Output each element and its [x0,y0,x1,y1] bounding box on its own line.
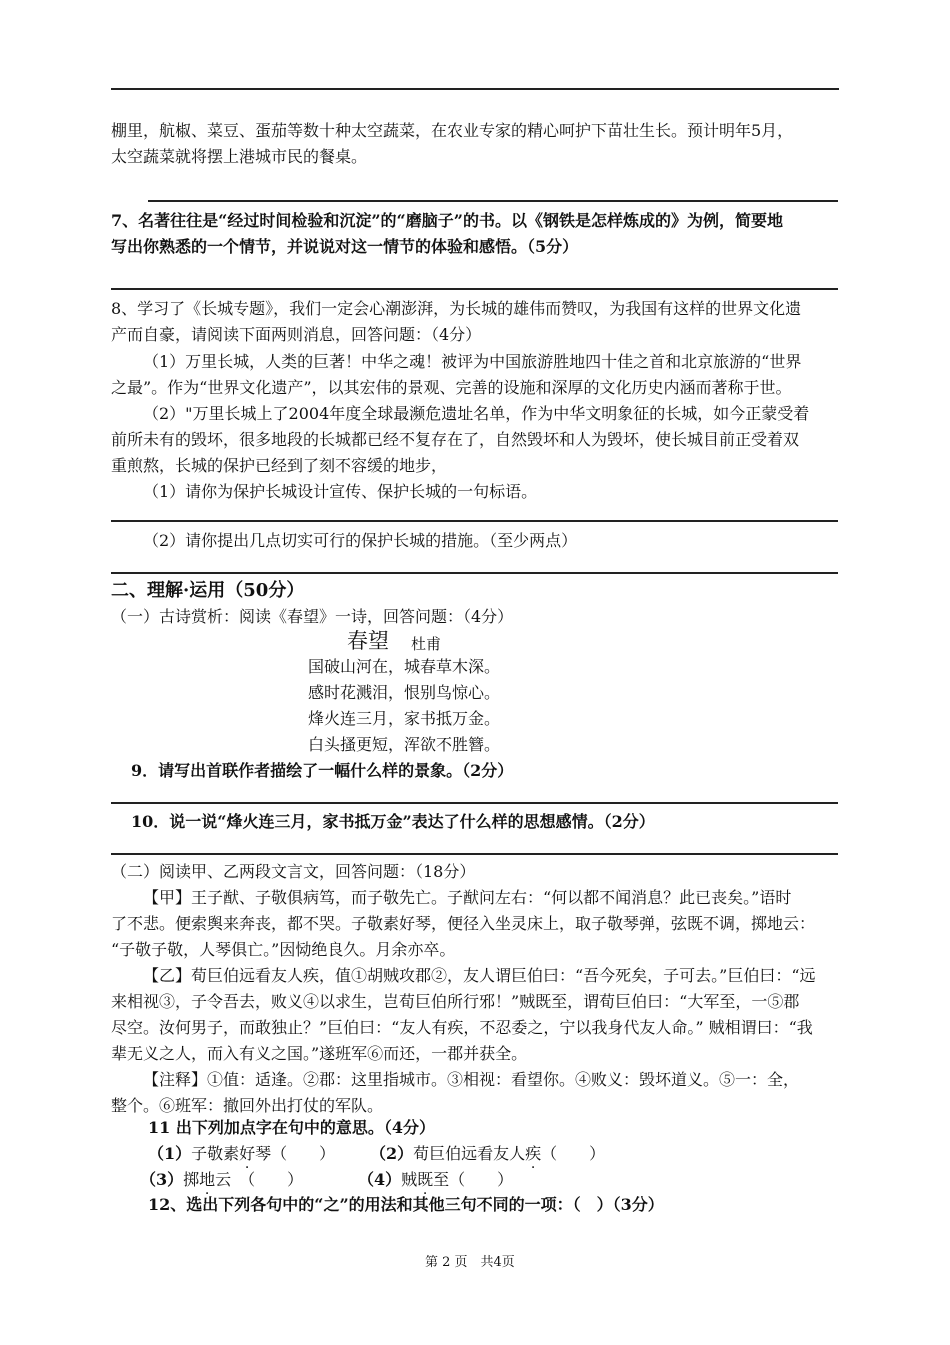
poem-line-2: 感时花溅泪，恨别鸟惊心。 [308,683,501,702]
question-8-sub-2: （2）请你提出几点切实可行的保护长城的措施。（至少两点） [143,531,578,550]
item-4-dotted-char: 既 [417,1170,434,1189]
question-12: 12、选出下列各句中的“之”的用法和其他三句不同的一项：（ ）（3分） [148,1195,664,1214]
text-yi-line-2: 来相视③，子令吾去，败义④以求生，岂荀巨伯所行邪！”贼既至，谓荀巨伯曰：“大军至，一⑤郡 [111,992,800,1011]
item-2-dotted-char: 疾 [525,1144,542,1163]
item-3-text: 掷 [183,1170,200,1189]
item-2-blank[interactable]: （ ） [541,1144,606,1163]
classical-intro: （二）阅读甲、乙两段文言文，回答问题：（18分） [111,862,476,881]
question-8-line-1: 8、学习了《长城专题》，我们一定会心潮澎湃，为长城的雄伟而赞叹，为我国有这样的世界文化遗 [111,299,802,318]
answer-line-q7[interactable] [111,288,838,290]
page-footer: 第 2 页 共4页 [425,1255,515,1270]
news-1-line-1: （1）万里长城，人类的巨著！中华之魂！被评为中国旅游胜地四十佳之首和北京旅游的“世界 [143,352,802,371]
top-rule [111,88,839,90]
answer-line-q9[interactable] [111,802,838,804]
question-7-line-2: 写出你熟悉的一个情节，并说说对这一情节的体验和感悟。（5分） [111,237,579,256]
text-yi-line-3: 尽空。汝何男子，而敢独止？”巨伯曰：“友人有疾，不忍委之，宁以我身代友人命。” 贼相谓曰：“我 [111,1018,813,1037]
news-1-line-2: 之最”。作为“世界文化遗产”，以其宏伟的景观、完善的设施和深厚的文化历史内涵而著称于世。 [111,378,792,397]
news-2-line-1: （2）"万里长城上了2004年度全球最濒危遗址名单，作为中华文明象征的长城，如今正蒙受着 [143,404,810,423]
answer-line-q8-1[interactable] [111,520,838,522]
notes-line-1: 【注释】①值：适逢。②郡：这里指城市。③相视：看望你。④败义：毁坏道义。⑤一：全， [143,1070,800,1089]
item-4-blank[interactable]: 至（ ） [433,1170,514,1189]
news-2-line-3: 重煎熬，长城的保护已经到了刻不容缓的地步， [111,456,448,475]
question-9: 9．请写出首联作者描绘了一幅什么样的景象。（2分） [131,761,514,780]
section-2-heading: 二、理解·运用（50分） [111,580,305,601]
question-11-item-3 [140,1167,303,1193]
text-jia-line-1: 【甲】王子猷、子敬俱病笃，而子敬先亡。子猷问左右：“何以都不闻消息？此已丧矣。”语时 [143,888,792,907]
answer-line-q10[interactable] [111,853,838,855]
intro-line-2: 太空蔬菜就将摆上港城市民的餐桌。 [111,147,368,166]
item-3-label: （3） [140,1170,184,1189]
question-8-line-2: 产而自豪，请阅读下面两则消息，回答问题：（4分） [111,325,482,344]
question-11-item-4 [358,1167,513,1193]
item-1-blank[interactable]: 琴（ ） [255,1144,336,1163]
item-2-label: （2） [370,1144,414,1163]
poem-intro: （一）古诗赏析：阅读《春望》一诗，回答问题：（4分） [111,607,514,626]
question-10: 10．说一说“烽火连三月，家书抵万金”表达了什么样的思想感情。（2分） [131,812,655,831]
item-4-text: 贼 [401,1170,418,1189]
answer-line-intro[interactable] [148,200,838,202]
poem-author: 杜甫 [411,635,442,653]
text-yi-line-4: 辈无义之人，而入有义之国。”遂班军⑥而还，一郡并获全。 [111,1044,528,1063]
question-7-line-1: 7、名著往往是“经过时间检验和沉淀”的“磨脑子”的书。以《钢铁是怎样炼成的》为例，简要地 [111,211,783,230]
text-jia-line-3: “子敬子敬，人琴俱亡。”因恸绝良久。月余亦卒。 [111,940,456,959]
intro-line-1: 棚里，航椒、菜豆、蛋茄等数十种太空蔬菜，在农业专家的精心呵护下苗壮生长。预计明年5月， [111,121,794,140]
question-11: 11 出下列加点字在句中的意思。（4分） [148,1118,435,1137]
item-1-dotted-char: 好 [239,1144,256,1163]
text-jia-line-2: 了不悲。便索舆来奔丧，都不哭。子敬素好琴，便径入坐灵床上，取子敬琴弹，弦既不调，掷地云： [111,914,816,933]
item-2-text: 荀巨伯远看友人 [413,1144,526,1163]
text-yi-line-1: 【乙】荀巨伯远看友人疾，值①胡贼攻郡②，友人谓巨伯曰：“吾今死矣，子可去。”巨伯曰：“远 [143,966,816,985]
item-3-blank[interactable]: 云 （ ） [215,1170,304,1189]
question-11-item-2 [370,1141,605,1167]
poem-line-1: 国破山河在，城春草木深。 [308,657,501,676]
answer-line-q8-2[interactable] [111,572,838,574]
question-11-item-1 [148,1141,335,1167]
poem-line-3: 烽火连三月，家书抵万金。 [308,709,501,728]
poem-title: 春望 [347,629,389,653]
question-8-sub-1: （1）请你为保护长城设计宣传、保护长城的一句标语。 [143,482,538,501]
poem-line-4: 白头搔更短，浑欲不胜簪。 [308,735,501,754]
item-1-label: （1） [148,1144,192,1163]
notes-line-2: 整个。⑥班军：撤回外出打仗的军队。 [111,1096,384,1115]
item-3-dotted-char: 地 [199,1170,216,1189]
item-4-label: （4） [358,1170,402,1189]
news-2-line-2: 前所未有的毁坏，很多地段的长城都已经不复存在了，自然毁坏和人为毁坏，使长城目前正受着双 [111,430,800,449]
item-1-text: 子敬素 [191,1144,240,1163]
